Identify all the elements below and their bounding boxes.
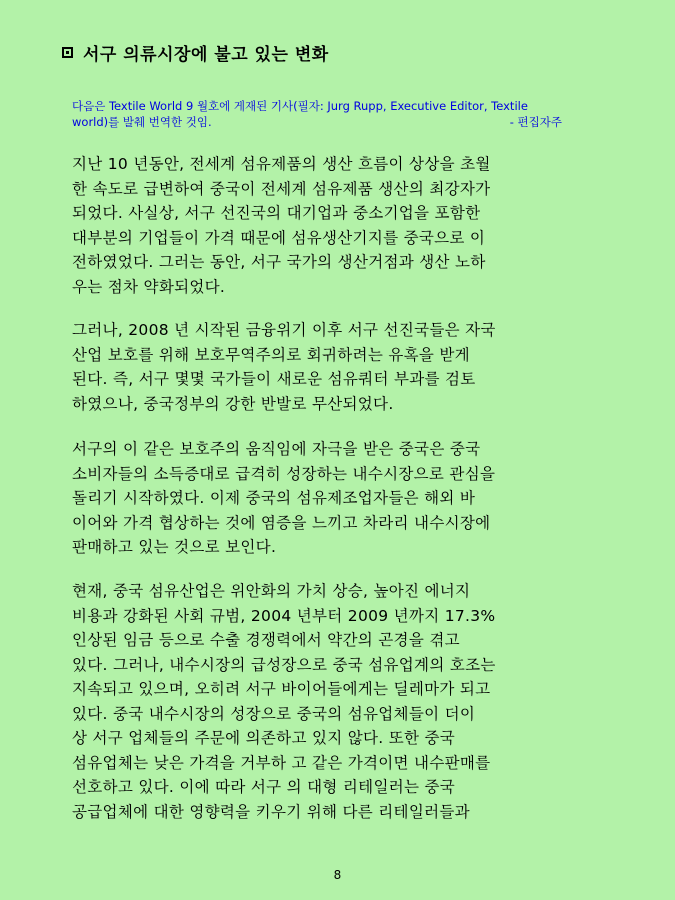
- section-title: [62, 40, 329, 65]
- editor-note-line2-row: [72, 114, 562, 130]
- paragraph-3: 서구의 이 같은 보호주의 움직임에 자극을 받은 중국은 중국 소비자들의 소득증대로 급격히 성장하는 내수시장으로 관심을 돌리기 시작하였다. 이제 중국의 섬유제조업자들은 해외 바 이어와 가격 협상하는 것에 염증을 느끼고 차라리 내수시장에 판매하고 있는 것으로 보인다.: [72, 440, 496, 556]
- square-bullet-icon: [62, 47, 73, 58]
- paragraph-1: 지난 10 년동안, 전세계 섬유제품의 생산 흐름이 상상을 초월 한 속도로 급변하여 중국이 전세계 섬유제품 생산의 최강자가 되었다. 사실상, 서구 선진국의 대기업과 중소기업을 포함한 대부분의 기업들이 가격 때문에 섬유생산기지를 중국으로 이 전하였었다. 그러는 동안, 서구 국가의 생산거점과 생산 노하 우는 점차 약화되었다.: [72, 155, 491, 296]
- paragraph-4: 현재, 중국 섬유산업은 위안화의 가치 상승, 높아진 에너지 비용과 강화된 사회 규범, 2004 년부터 2009 년까지 17.3% 인상된 임금 등으로 수출 경쟁력에서 약간의 곤경을 겪고 있다. 그러나, 내수시장의 급성장으로 중국 섬유업계의 호조는 지속되고 있으며, 오히려 서구 바이어들에게는 딜레마가 되고 있다. 중국 내수시장의 성장으로 중국의 섬유업체들이 더이 상 서구 업체들의 주문에 의존하고 있지 않다. 또한 중국 섬유업체는 낮은 가격을 거부하 고 같은 가격이면 내수판매를 선호하고 있다. 이에 따라 서구 의 대형 리테일러는 중국 공급업체에 대한 영향력을 키우기 위해 다른 리테일러들과: [72, 582, 496, 821]
- editor-note-line2: world)를 발췌 번역한 것임.: [72, 115, 212, 129]
- editor-note: [72, 98, 562, 130]
- editor-note-credit: - 편집자주: [509, 115, 562, 129]
- page-number: 8: [333, 868, 342, 882]
- section-title-text: 서구 의류시장에 불고 있는 변화: [83, 45, 329, 65]
- editor-note-line1: 다음은 Textile World 9 월호에 게재된 기사(필자: Jurg Rupp, Executive Editor, Textile: [72, 99, 528, 113]
- paragraph-2: 그러나, 2008 년 시작된 금융위기 이후 서구 선진국들은 자국 산업 보호를 위해 보호무역주의로 회귀하려는 유혹을 받게 된다. 즉, 서구 몇몇 국가들이 새로운 섬유쿼터 부과를 검토 하였으나, 중국정부의 강한 반발로 무산되었다.: [72, 321, 496, 413]
